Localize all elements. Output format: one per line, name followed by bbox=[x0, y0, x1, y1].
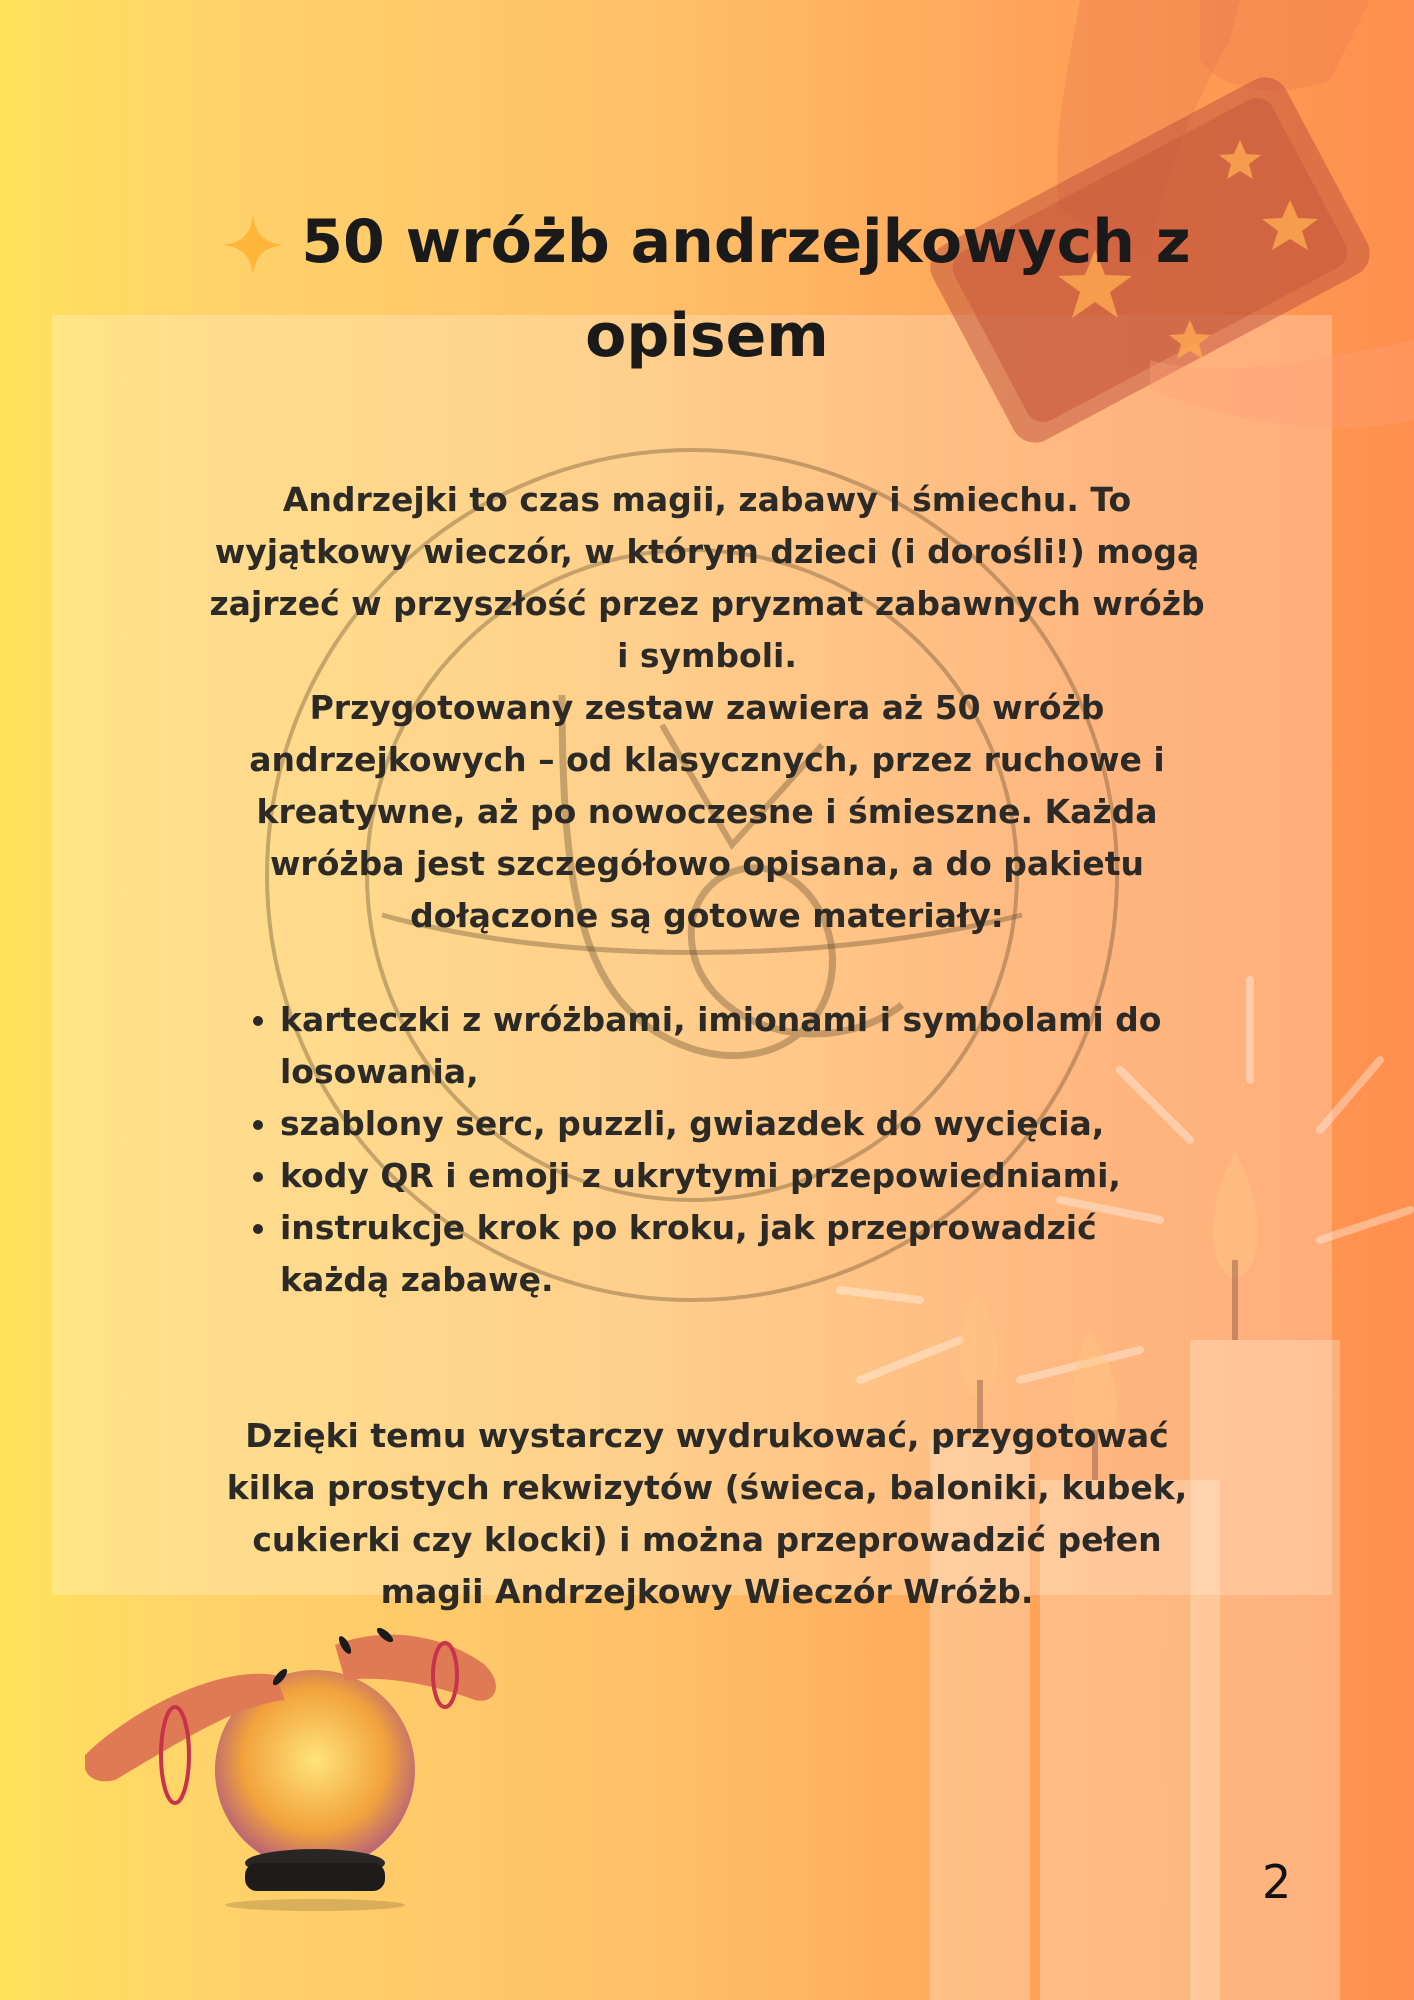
page-content bbox=[200, 474, 1214, 1618]
crystal-ball-illustration bbox=[85, 1605, 515, 1915]
intro-paragraph: Andrzejki to czas magii, zabawy i śmiechu. To wyjątkowy wieczór, w którym dzieci (i dorośli!) mogą zajrzeć w przyszłość przez pryzmat zabawnych wróżb i symboli. bbox=[209, 480, 1205, 675]
closing-paragraph: Dzięki temu wystarczy wydrukować, przygotować kilka prostych rekwizytów (świeca, baloniki, kubek, cukierki czy klocki) i można przeprowadzić pełen magii Andrzejkowy Wieczór Wróżb. bbox=[226, 1416, 1188, 1611]
page-number: 2 bbox=[1262, 1855, 1292, 1909]
list-item: • instrukcje krok po kroku, jak przeprowadzić każdą zabawę. bbox=[280, 1202, 1174, 1306]
list-item: • kody QR i emoji z ukrytymi przepowiedniami, bbox=[280, 1150, 1174, 1202]
page-title-text: 50 wróżb andrzejkowych z opisem bbox=[301, 207, 1191, 371]
sparkle-icon bbox=[223, 215, 283, 275]
list-item: • szablony serc, puzzli, gwiazdek do wycięcia, bbox=[280, 1098, 1174, 1150]
materials-list bbox=[200, 994, 1214, 1306]
page-title bbox=[190, 195, 1224, 383]
list-item: • karteczki z wróżbami, imionami i symbolami do losowania, bbox=[280, 994, 1174, 1098]
description-paragraph: Przygotowany zestaw zawiera aż 50 wróżb andrzejkowych – od klasycznych, przez ruchowe i kreatywne, aż po nowoczesne i śmieszne. Każda wróżba jest szczegółowo opisana, a do pakietu dołączone są gotowe materiały: bbox=[249, 688, 1165, 935]
